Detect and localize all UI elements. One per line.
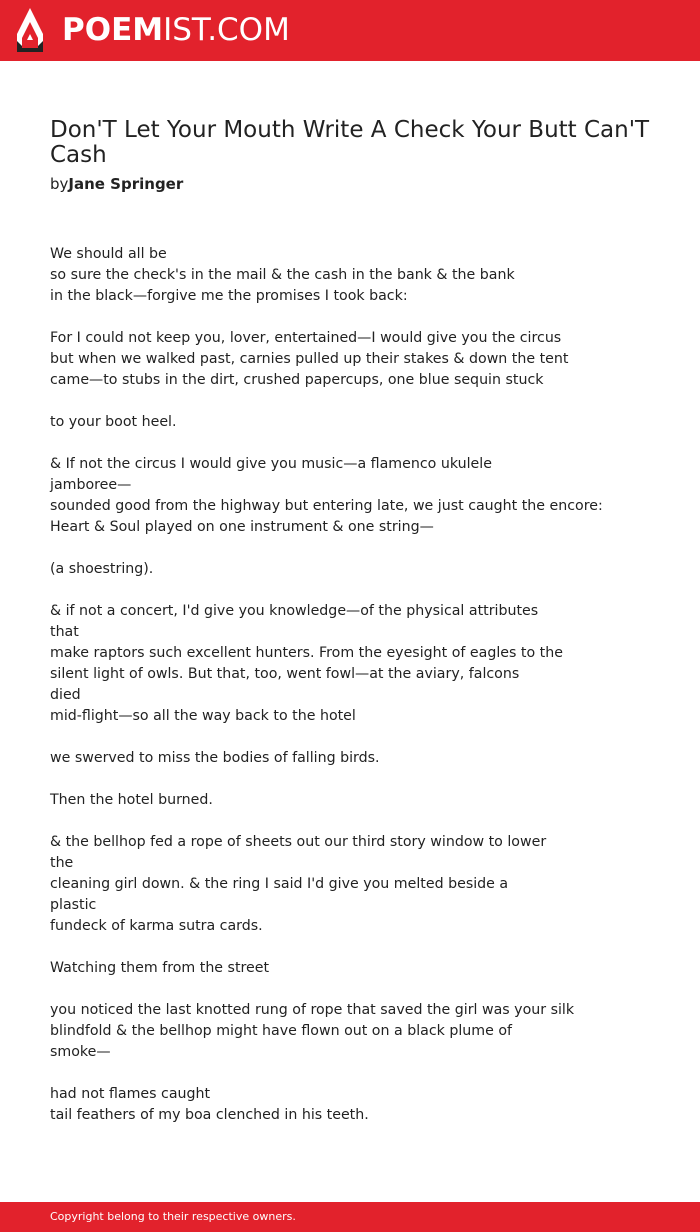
stanza-break [50, 580, 650, 601]
poem-line: had not flames caught [50, 1086, 211, 1102]
poem-line: fundeck of karma sutra cards. [50, 918, 263, 934]
stanza-break [50, 391, 650, 412]
poem-line: & if not a concert, I'd give you knowledge—of the physical attributes [50, 603, 539, 619]
stanza-break [50, 307, 650, 328]
poem-line: we swerved to miss the bodies of falling birds. [50, 750, 380, 766]
stanza-break [50, 433, 650, 454]
poem-line: silent light of owls. But that, too, went fowl—at the aviary, falcons [50, 666, 520, 682]
author-name: Jane Springer [68, 175, 184, 193]
stanza-break [50, 811, 650, 832]
by-label: by [50, 175, 69, 193]
poem-line: cleaning girl down. & the ring I said I'd give you melted beside a [50, 876, 509, 892]
poem-line: Watching them from the street [50, 960, 270, 976]
poem-line: We should all be [50, 246, 167, 262]
pencil-logo-icon[interactable] [17, 8, 43, 52]
byline [50, 174, 183, 194]
poem-line: that [50, 624, 79, 640]
poem-line: in the black—forgive me the promises I took back: [50, 288, 408, 304]
poem-line: smoke— [50, 1044, 111, 1060]
poem-line: blindfold & the bellhop might have flown out on a black plume of [50, 1023, 513, 1039]
logo-bold-text: POEM [62, 12, 164, 48]
poem-line: so sure the check's in the mail & the cash in the bank & the bank [50, 267, 515, 283]
site-logo[interactable] [62, 11, 290, 49]
poem-line: & the bellhop fed a rope of sheets out our third story window to lower [50, 834, 547, 850]
poem-line: came—to stubs in the dirt, crushed papercups, one blue sequin stuck [50, 372, 544, 388]
poem-line: jamboree— [50, 477, 132, 493]
poem-body [50, 244, 650, 1126]
poem-line: died [50, 687, 81, 703]
poem-line: Then the hotel burned. [50, 792, 213, 808]
stanza-break [50, 769, 650, 790]
poem-line: sounded good from the highway but entering late, we just caught the encore: [50, 498, 603, 514]
poem-line: the [50, 855, 74, 871]
poem-line: you noticed the last knotted rung of rope that saved the girl was your silk [50, 1002, 575, 1018]
site-footer [0, 1202, 700, 1232]
poem-line: & If not the circus I would give you music—a flamenco ukulele [50, 456, 492, 472]
stanza-break [50, 979, 650, 1000]
stanza-break [50, 937, 650, 958]
poem-line: mid-flight—so all the way back to the hotel [50, 708, 356, 724]
poem-line: make raptors such excellent hunters. From the eyesight of eagles to the [50, 645, 563, 661]
poem-line: to your boot heel. [50, 414, 177, 430]
stanza-break [50, 1063, 650, 1084]
poem-title: Don'T Let Your Mouth Write A Check Your Butt Can'T Cash [50, 117, 650, 168]
poem-line: but when we walked past, carnies pulled up their stakes & down the tent [50, 351, 569, 367]
site-header [0, 0, 700, 61]
stanza-break [50, 727, 650, 748]
logo-light-text: IST.COM [163, 12, 290, 48]
poem-line: For I could not keep you, lover, entertained—I would give you the circus [50, 330, 562, 346]
poem-line: plastic [50, 897, 97, 913]
poem-line: tail feathers of my boa clenched in his teeth. [50, 1107, 369, 1123]
copyright-notice: Copyright belong to their respective owners. [50, 1210, 296, 1223]
poem-line: (a shoestring). [50, 561, 154, 577]
stanza-break [50, 538, 650, 559]
poem-line: Heart & Soul played on one instrument & one string— [50, 519, 434, 535]
